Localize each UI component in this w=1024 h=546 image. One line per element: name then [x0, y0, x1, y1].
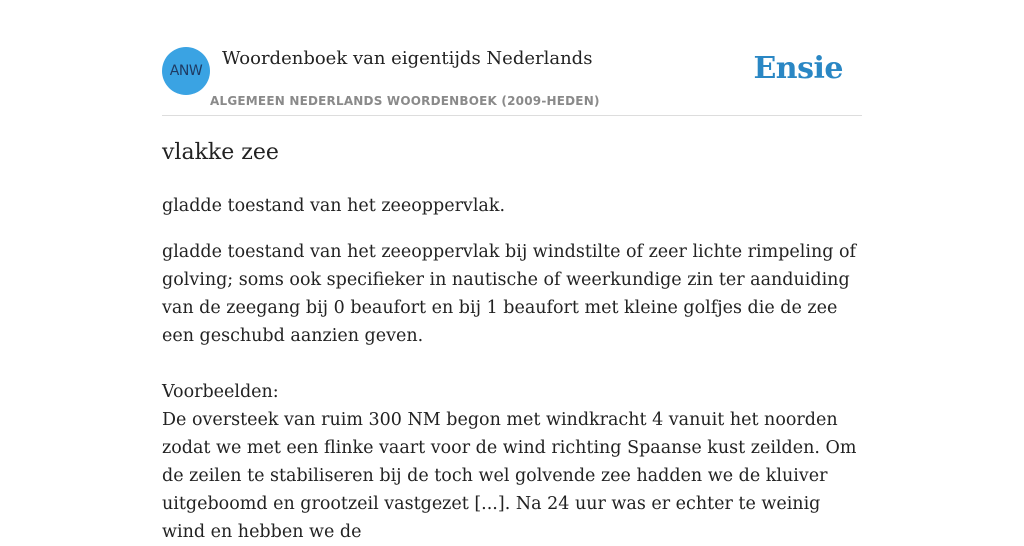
ensie-brand-link[interactable]: Ensie [753, 51, 843, 86]
anw-logo[interactable] [162, 47, 210, 95]
site-subtitle: ALGEMEEN NEDERLANDS WOORDENBOEK (2009-HEDEN) [210, 94, 600, 108]
site-title[interactable]: Woordenboek van eigentijds Nederlands [222, 48, 593, 69]
logo-text: ANW [169, 63, 203, 79]
examples-label: Voorbeelden: [162, 382, 279, 402]
entry-content [162, 192, 862, 546]
site-header [162, 46, 862, 116]
short-definition: gladde toestand van het zeeoppervlak. [162, 196, 506, 216]
long-definition: gladde toestand van het zeeoppervlak bij windstilte of zeer lichte rimpeling of golving; soms ook specifieker in nautische of weerkundige zin ter aanduiding van de zeegang bij 0 beaufort en bij 1 beaufort met kleine golfjes die de zee een geschubd aanzien geven. [162, 242, 857, 346]
header-divider [162, 115, 862, 116]
example-text: De oversteek van ruim 300 NM begon met windkracht 4 vanuit het noorden zodat we met een flinke vaart voor de wind richting Spaanse kust zeilden. Om de zeilen te stabiliseren bij de toch wel golvende zee hadden we de kluiver uitgeboomd en grootzeil vastgezet [...]. Na 24 uur was er echter te weinig wind en hebben we de [162, 410, 857, 542]
headword: vlakke zee [162, 140, 279, 165]
